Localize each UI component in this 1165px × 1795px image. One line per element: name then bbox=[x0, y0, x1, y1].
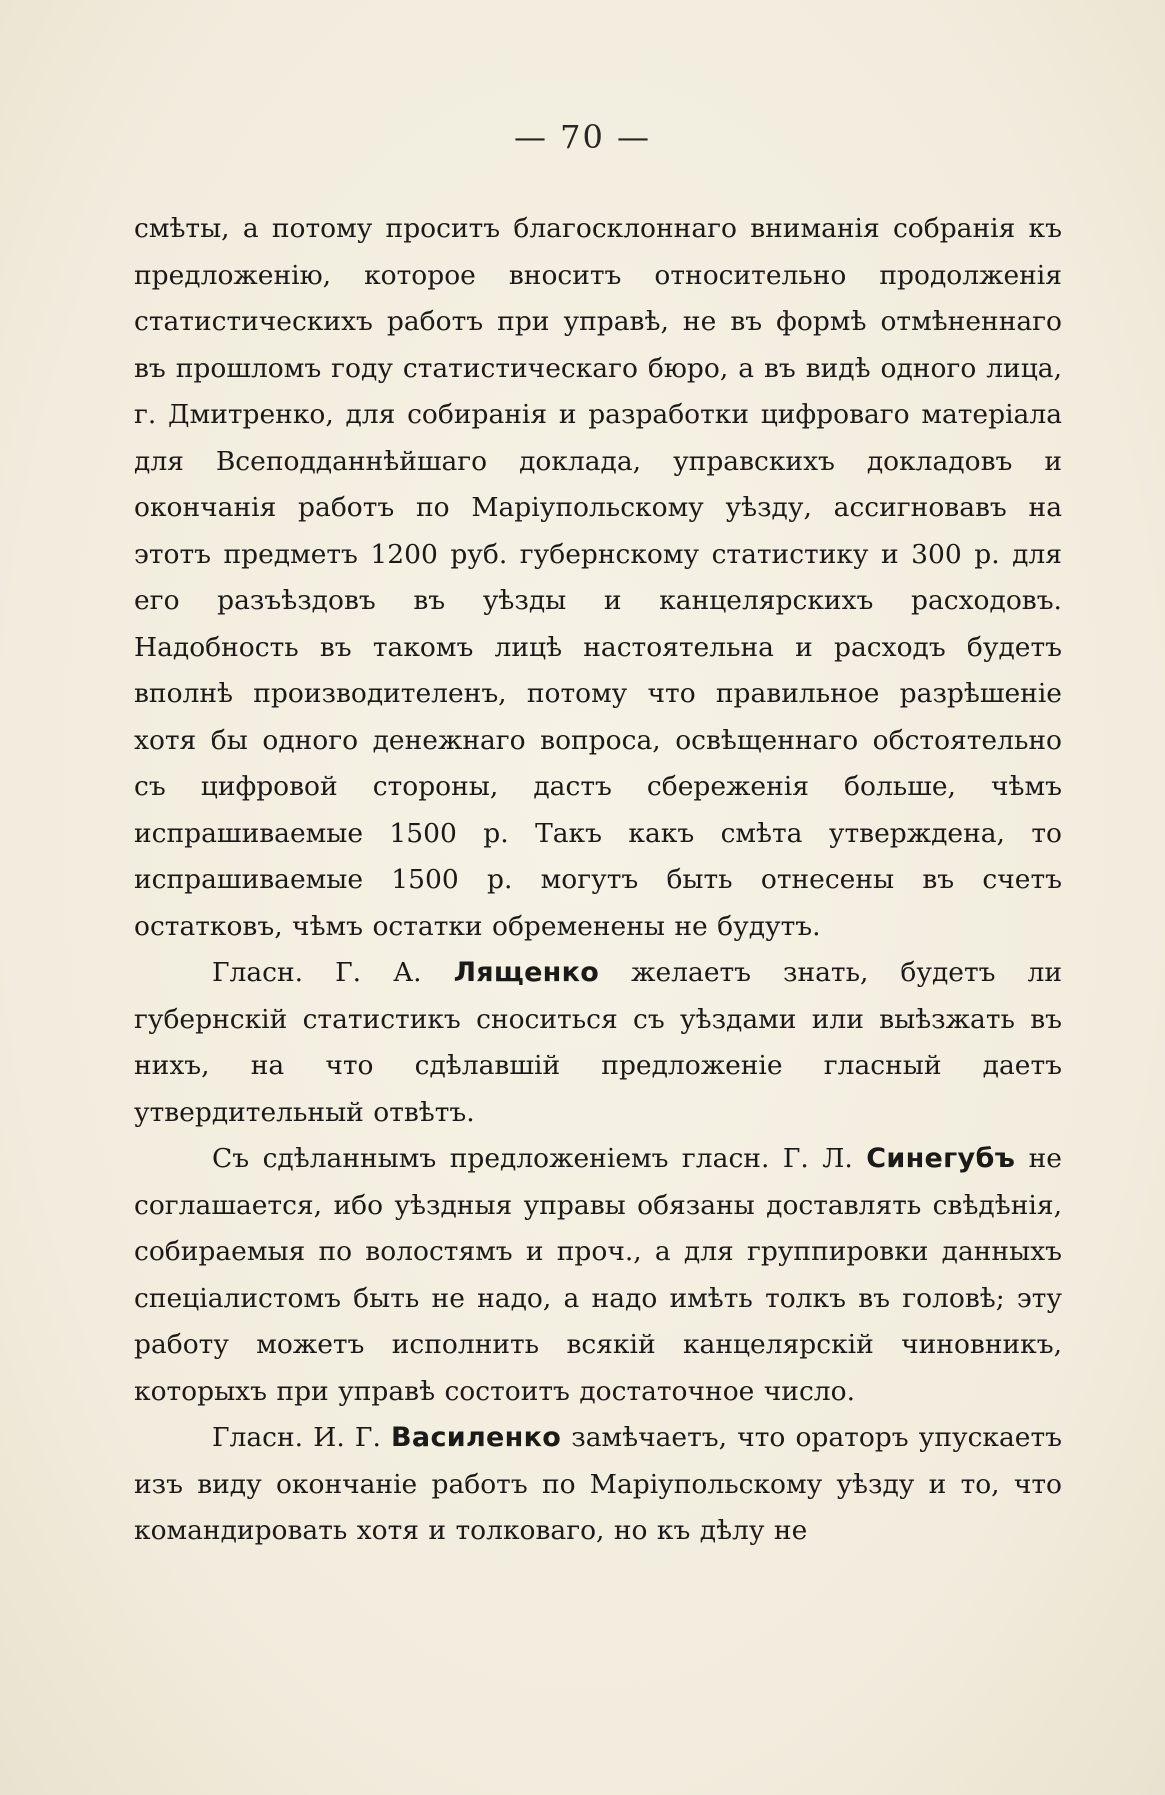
speaker-name: Василенко bbox=[391, 1422, 562, 1453]
paragraph-sinegub bbox=[134, 1136, 1062, 1415]
speaker-intro: Съ сдѣланнымъ предложеніемъ гласн. Г. Л. bbox=[212, 1143, 867, 1174]
speech-text: желаетъ знать, будетъ ли губернскій статистикъ сноситься съ уѣздами или выѣзжать въ нихъ, на что сдѣлавшій предложеніе гласный даетъ утвердительный отвѣтъ. bbox=[134, 957, 1062, 1128]
speaker-intro: Гласн. И. Г. bbox=[212, 1422, 392, 1453]
paragraph-lyashchenko bbox=[134, 950, 1062, 1136]
speech-text: замѣчаетъ, что ораторъ упускаетъ изъ виду окончаніе работъ по Маріупольскому уѣзду и то, что командировать хотя и толковаго, но къ дѣлу не bbox=[134, 1422, 1062, 1546]
speech-text: не соглашается, ибо уѣздныя управы обязаны доставлять свѣдѣнія, собираемыя по волостямъ и проч., а для группировки данныхъ спеціалистомъ быть не надо, а надо имѣть толкъ въ головѣ; эту работу можетъ исполнить всякій канцелярскій чиновникъ, которыхъ при управѣ состоитъ достаточное число. bbox=[134, 1143, 1062, 1407]
body-text bbox=[134, 206, 1062, 1555]
paragraph-budget-proposal: смѣты, а потому проситъ благосклоннаго вниманія собранія къ предложенію, которое вноситъ относительно продолженія статистическихъ работъ при управѣ, не въ формѣ отмѣненнаго въ прошломъ году статистическаго бюро, а въ видѣ одного лица, г. Дмитренко, для собиранія и разработки цифроваго матеріала для Всеподданнѣйшаго доклада, управскихъ докладовъ и окончанія работъ по Маріупольскому уѣзду, ассигновавъ на этотъ предметъ 1200 руб. губернскому статистику и 300 р. для его разъѣздовъ въ уѣзды и канцелярскихъ расходовъ. Надобность въ такомъ лицѣ настоятельна и расходъ будетъ вполнѣ производителенъ, потому что правильное разрѣшеніе хотя бы одного денежнаго вопроса, освѣщеннаго обстоятельно съ цифровой стороны, дастъ сбереженія больше, чѣмъ испрашиваемые 1500 р. Такъ какъ смѣта утверждена, то испрашиваемые 1500 р. могутъ быть отнесены въ счетъ остатковъ, чѣмъ остатки обременены не будутъ. bbox=[134, 213, 1062, 942]
speaker-intro: Гласн. Г. А. bbox=[212, 957, 454, 988]
page-number: — 70 — bbox=[513, 118, 652, 156]
paragraph-vasilenko bbox=[134, 1415, 1062, 1555]
speaker-name: Синегубъ bbox=[866, 1143, 1016, 1174]
speaker-name: Лященко bbox=[453, 957, 600, 988]
